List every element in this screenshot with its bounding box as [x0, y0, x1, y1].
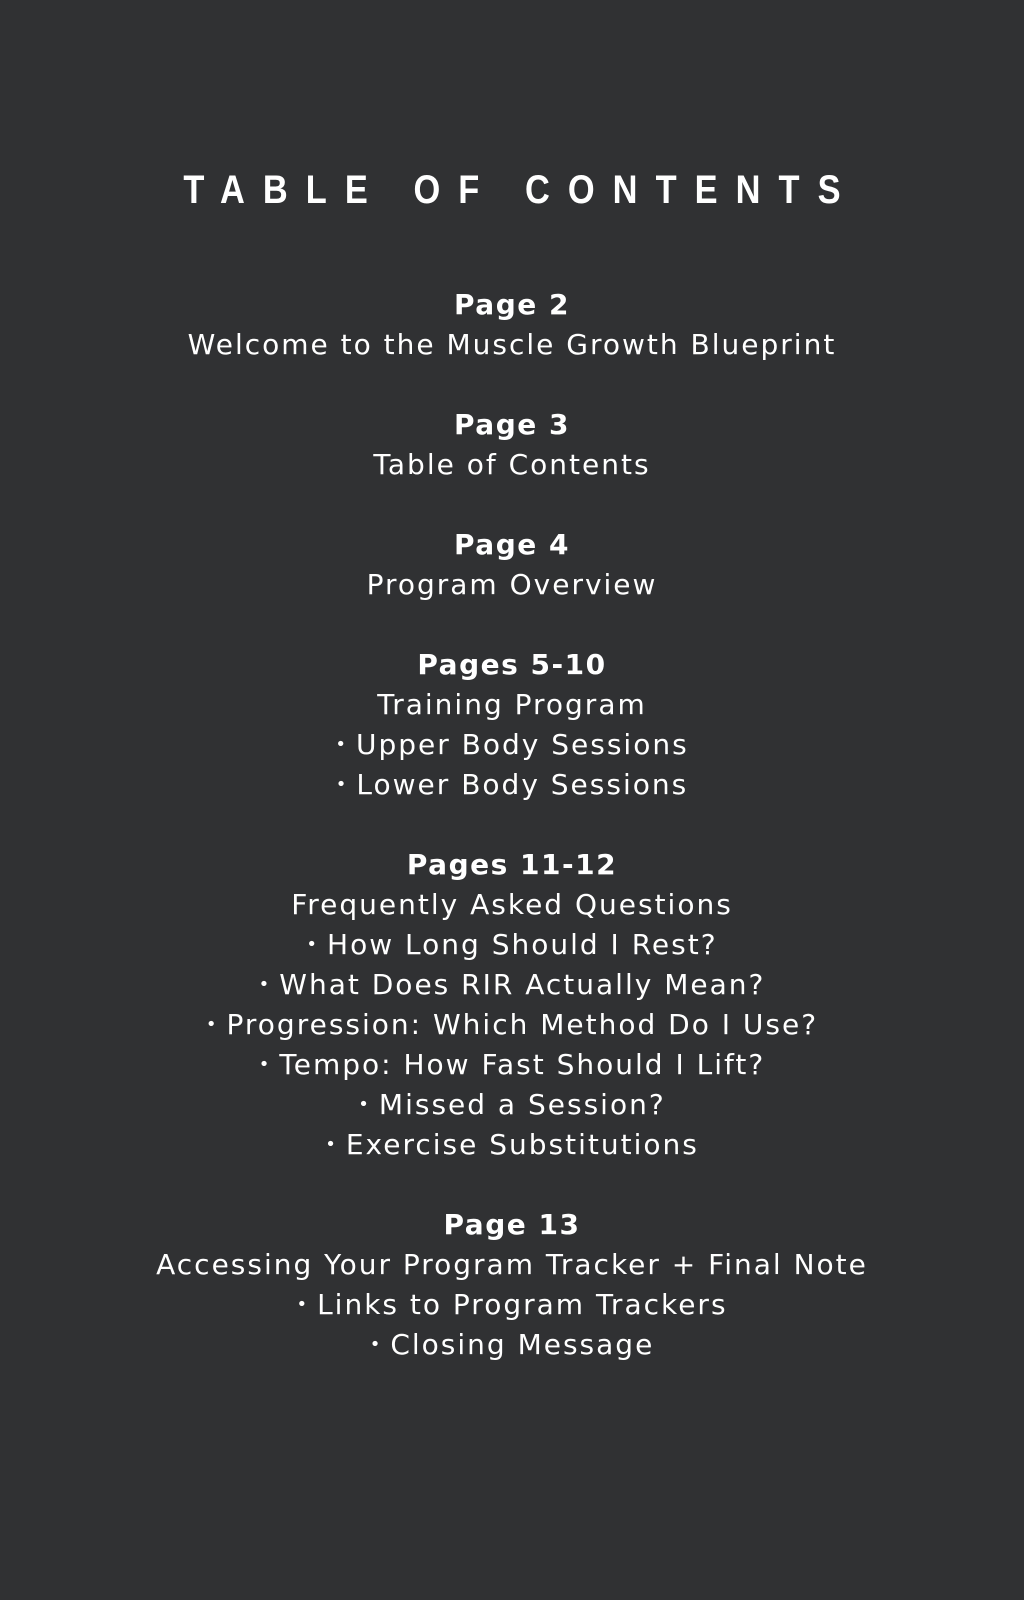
- bullet-icon: •: [335, 774, 349, 795]
- bullet-text: Lower Body Sessions: [356, 768, 689, 801]
- bullet-item: [0, 925, 1024, 965]
- bullet-text: How Long Should I Rest?: [327, 928, 718, 961]
- section-title: Accessing Your Program Tracker + Final Note: [156, 1248, 868, 1281]
- bullet-text: Links to Program Trackers: [317, 1288, 728, 1321]
- bullet-item: [0, 1285, 1024, 1325]
- bullet-text: Progression: Which Method Do I Use?: [226, 1008, 819, 1041]
- bullet-item: [0, 1005, 1024, 1045]
- toc-section: [0, 1205, 1024, 1365]
- bullet-text: Closing Message: [390, 1328, 655, 1361]
- toc-title: TABLE OF CONTENTS: [183, 168, 859, 212]
- bullet-icon: •: [205, 1014, 219, 1035]
- page-label: Pages 5-10: [417, 648, 607, 681]
- bullet-icon: •: [296, 1294, 310, 1315]
- toc-section: [0, 845, 1024, 1165]
- page-label: Page 3: [454, 408, 570, 441]
- bullet-icon: •: [258, 974, 272, 995]
- toc-section: [0, 645, 1024, 805]
- bullet-text: Upper Body Sessions: [355, 728, 689, 761]
- bullet-icon: •: [369, 1334, 383, 1355]
- page-label: Page 13: [443, 1208, 581, 1241]
- toc-section: [0, 285, 1024, 365]
- bullet-item: [0, 765, 1024, 805]
- toc-list: [0, 285, 1024, 1405]
- bullet-item: [0, 1045, 1024, 1085]
- bullet-item: [0, 965, 1024, 1005]
- section-title: Frequently Asked Questions: [291, 888, 733, 921]
- section-title: Welcome to the Muscle Growth Blueprint: [187, 328, 837, 361]
- page-label: Pages 11-12: [406, 848, 618, 881]
- toc-section: [0, 525, 1024, 605]
- section-title: Training Program: [377, 688, 647, 721]
- page-label: Page 4: [454, 528, 570, 561]
- bullet-icon: •: [358, 1094, 371, 1115]
- bullet-text: Missed a Session?: [378, 1088, 666, 1121]
- bullet-text: Tempo: How Fast Should I Lift?: [279, 1048, 766, 1081]
- page-label: Page 2: [454, 288, 570, 321]
- bullet-item: [0, 1085, 1024, 1125]
- section-title: Program Overview: [366, 568, 658, 601]
- bullet-item: [0, 725, 1024, 765]
- bullet-icon: •: [335, 734, 348, 755]
- toc-section: [0, 405, 1024, 485]
- bullet-item: [0, 1125, 1024, 1165]
- bullet-item: [0, 1325, 1024, 1365]
- bullet-icon: •: [325, 1134, 338, 1155]
- bullet-text: Exercise Substitutions: [345, 1128, 699, 1161]
- bullet-text: What Does RIR Actually Mean?: [279, 968, 766, 1001]
- bullet-icon: •: [258, 1054, 272, 1075]
- bullet-icon: •: [306, 934, 320, 955]
- section-title: Table of Contents: [373, 448, 651, 481]
